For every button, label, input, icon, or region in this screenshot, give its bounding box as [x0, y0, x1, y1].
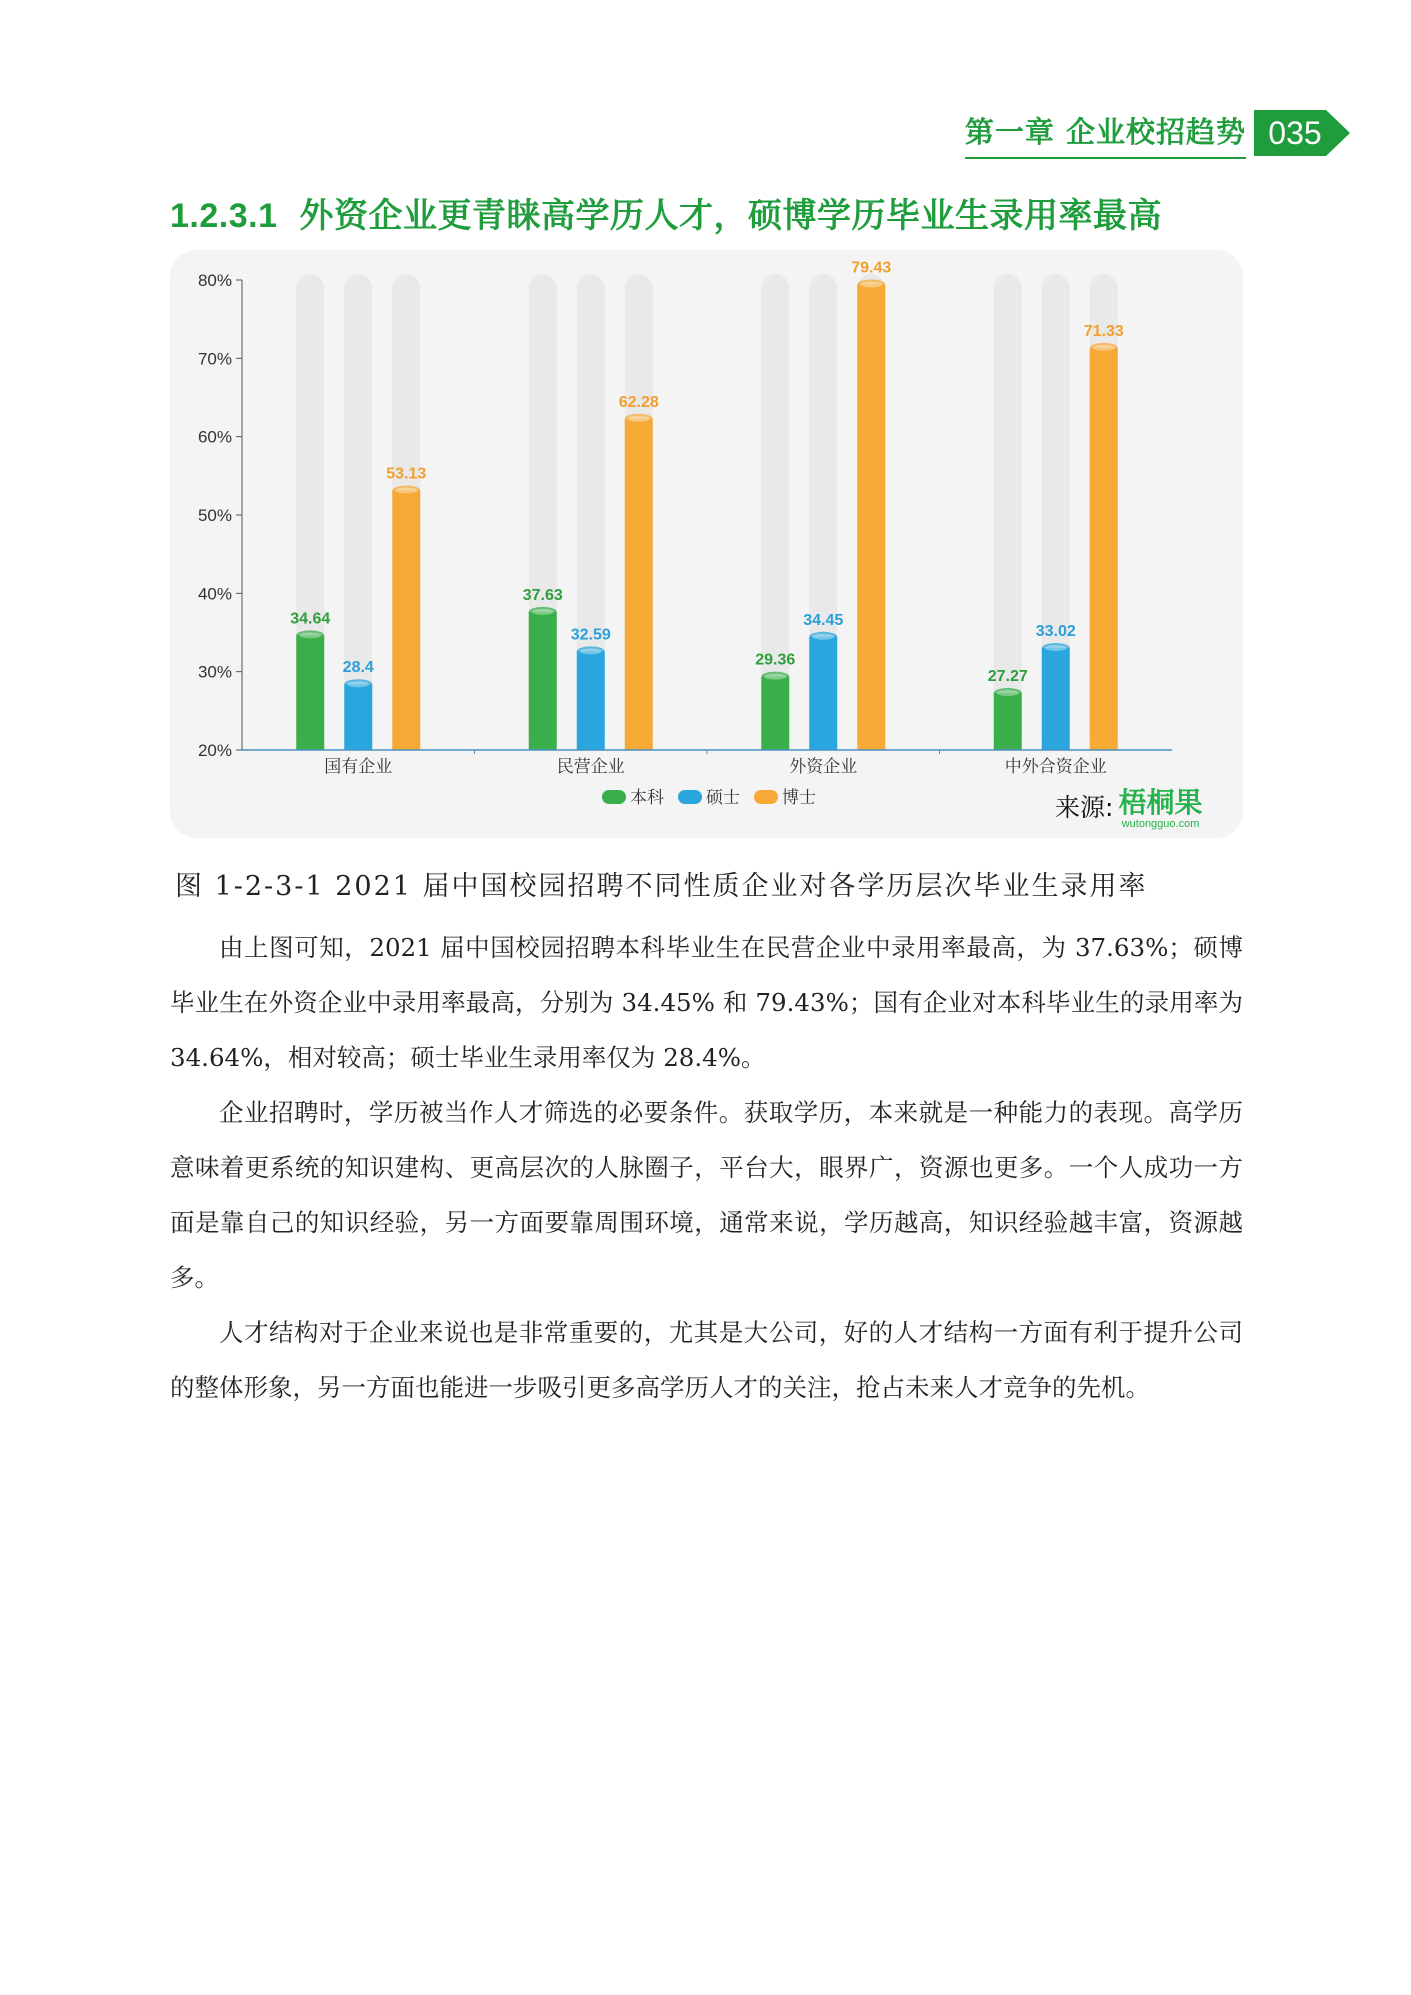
source-label: 来源: [1055, 793, 1114, 822]
chart-source [1055, 788, 1203, 830]
chapter-title: 第一章 企业校招趋势 [965, 110, 1246, 159]
data-label: 71.33 [1083, 322, 1124, 340]
chart-panel [170, 250, 1243, 838]
bar-cap-highlight [628, 416, 650, 422]
x-category-label: 国有企业 [324, 757, 393, 777]
bar-本科-外资企业 [761, 677, 789, 750]
data-label: 29.36 [755, 651, 796, 669]
bar-硕士-民营企业 [577, 651, 605, 750]
y-tick-label: 70% [197, 349, 232, 369]
bar-cap-highlight [580, 648, 602, 654]
data-label: 33.02 [1035, 623, 1076, 641]
legend-swatch [754, 790, 778, 804]
section-heading [170, 188, 1162, 237]
bar-博士-国有企业 [392, 490, 420, 750]
bar-cap-highlight [347, 681, 369, 687]
data-label: 28.4 [342, 659, 374, 677]
bar-硕士-中外合资企业 [1042, 648, 1070, 750]
data-label: 32.59 [570, 626, 611, 644]
bar-博士-外资企业 [857, 284, 885, 750]
bar-硕士-外资企业 [809, 637, 837, 750]
bar-track [344, 274, 372, 750]
y-tick-label: 40% [197, 584, 232, 604]
bar-cap-highlight [1093, 345, 1115, 351]
bar-cap-highlight [532, 609, 554, 615]
brand-name: 梧桐果 [1118, 786, 1203, 819]
data-label: 79.43 [851, 259, 892, 277]
data-label: 53.13 [386, 465, 427, 483]
body-paragraph-2: 企业招聘时，学历被当作人才筛选的必要条件。获取学历，本来就是一种能力的表现。高学历意味着更系统的知识建构、更高层次的人脉圈子，平台大，眼界广，资源也更多。一个人成功一方面是靠自己的知识经验，另一方面要靠周围环境，通常来说，学历越高，知识经验越丰富，资源越多。 [170, 1098, 1243, 1292]
legend-label: 博士 [782, 788, 816, 808]
bar-cap-highlight [997, 690, 1019, 696]
bar-博士-民营企业 [625, 419, 653, 750]
data-label: 34.64 [290, 610, 331, 628]
section-number: 1.2.3.1 [170, 197, 278, 235]
bar-cap-highlight [395, 487, 417, 493]
y-tick-label: 20% [197, 741, 232, 760]
legend-label: 硕士 [706, 788, 740, 808]
legend-swatch [602, 790, 626, 804]
body-paragraph-3: 人才结构对于企业来说也是非常重要的，尤其是大公司，好的人才结构一方面有利于提升公司的整体形象，另一方面也能进一步吸引更多高学历人才的关注，抢占未来人才竞争的先机。 [170, 1318, 1243, 1402]
data-label: 37.63 [522, 586, 563, 604]
y-tick-label: 60% [197, 427, 232, 447]
x-category-label: 外资企业 [789, 757, 858, 777]
section-title-text: 外资企业更青睐高学历人才，硕博学历毕业生录用率最高 [299, 196, 1162, 236]
bar-chart [170, 250, 1243, 838]
legend-label: 本科 [630, 788, 664, 808]
x-category-label: 中外合资企业 [1004, 757, 1107, 777]
body-paragraph-1: 由上图可知，2021 届中国校园招聘本科毕业生在民营企业中录用率最高，为 37.63%；硕博毕业生在外资企业中录用率最高，分别为 34.45% 和 79.43%；国有企业对本科毕业生的录用率为 34.64%，相对较高；硕士毕业生录用率仅为 28.4%。 [170, 933, 1243, 1072]
bar-cap-highlight [1045, 645, 1067, 651]
bar-cap-highlight [860, 281, 882, 287]
figure-caption: 图 1-2-3-1 2021 届中国校园招聘不同性质企业对各学历层次毕业生录用率 [175, 871, 1148, 902]
x-category-label: 民营企业 [556, 757, 625, 777]
legend-swatch [678, 790, 702, 804]
brand-logo [1119, 788, 1203, 830]
bar-cap-highlight [812, 634, 834, 640]
bar-本科-民营企业 [529, 612, 557, 750]
page-number-tab [1254, 110, 1350, 156]
bar-本科-国有企业 [296, 635, 324, 750]
data-label: 27.27 [987, 668, 1028, 686]
page-number: 035 [1268, 115, 1322, 151]
y-tick-label: 30% [197, 662, 232, 682]
bar-cap-highlight [764, 674, 786, 680]
bar-硕士-国有企业 [344, 684, 372, 750]
y-tick-label: 80% [197, 271, 232, 290]
data-label: 34.45 [803, 611, 844, 629]
bar-博士-中外合资企业 [1090, 348, 1118, 750]
brand-url: wutongguo.com [1121, 818, 1200, 830]
y-tick-label: 50% [197, 506, 232, 525]
bar-本科-中外合资企业 [994, 693, 1022, 750]
bar-cap-highlight [299, 632, 321, 638]
data-label: 62.28 [618, 393, 659, 411]
